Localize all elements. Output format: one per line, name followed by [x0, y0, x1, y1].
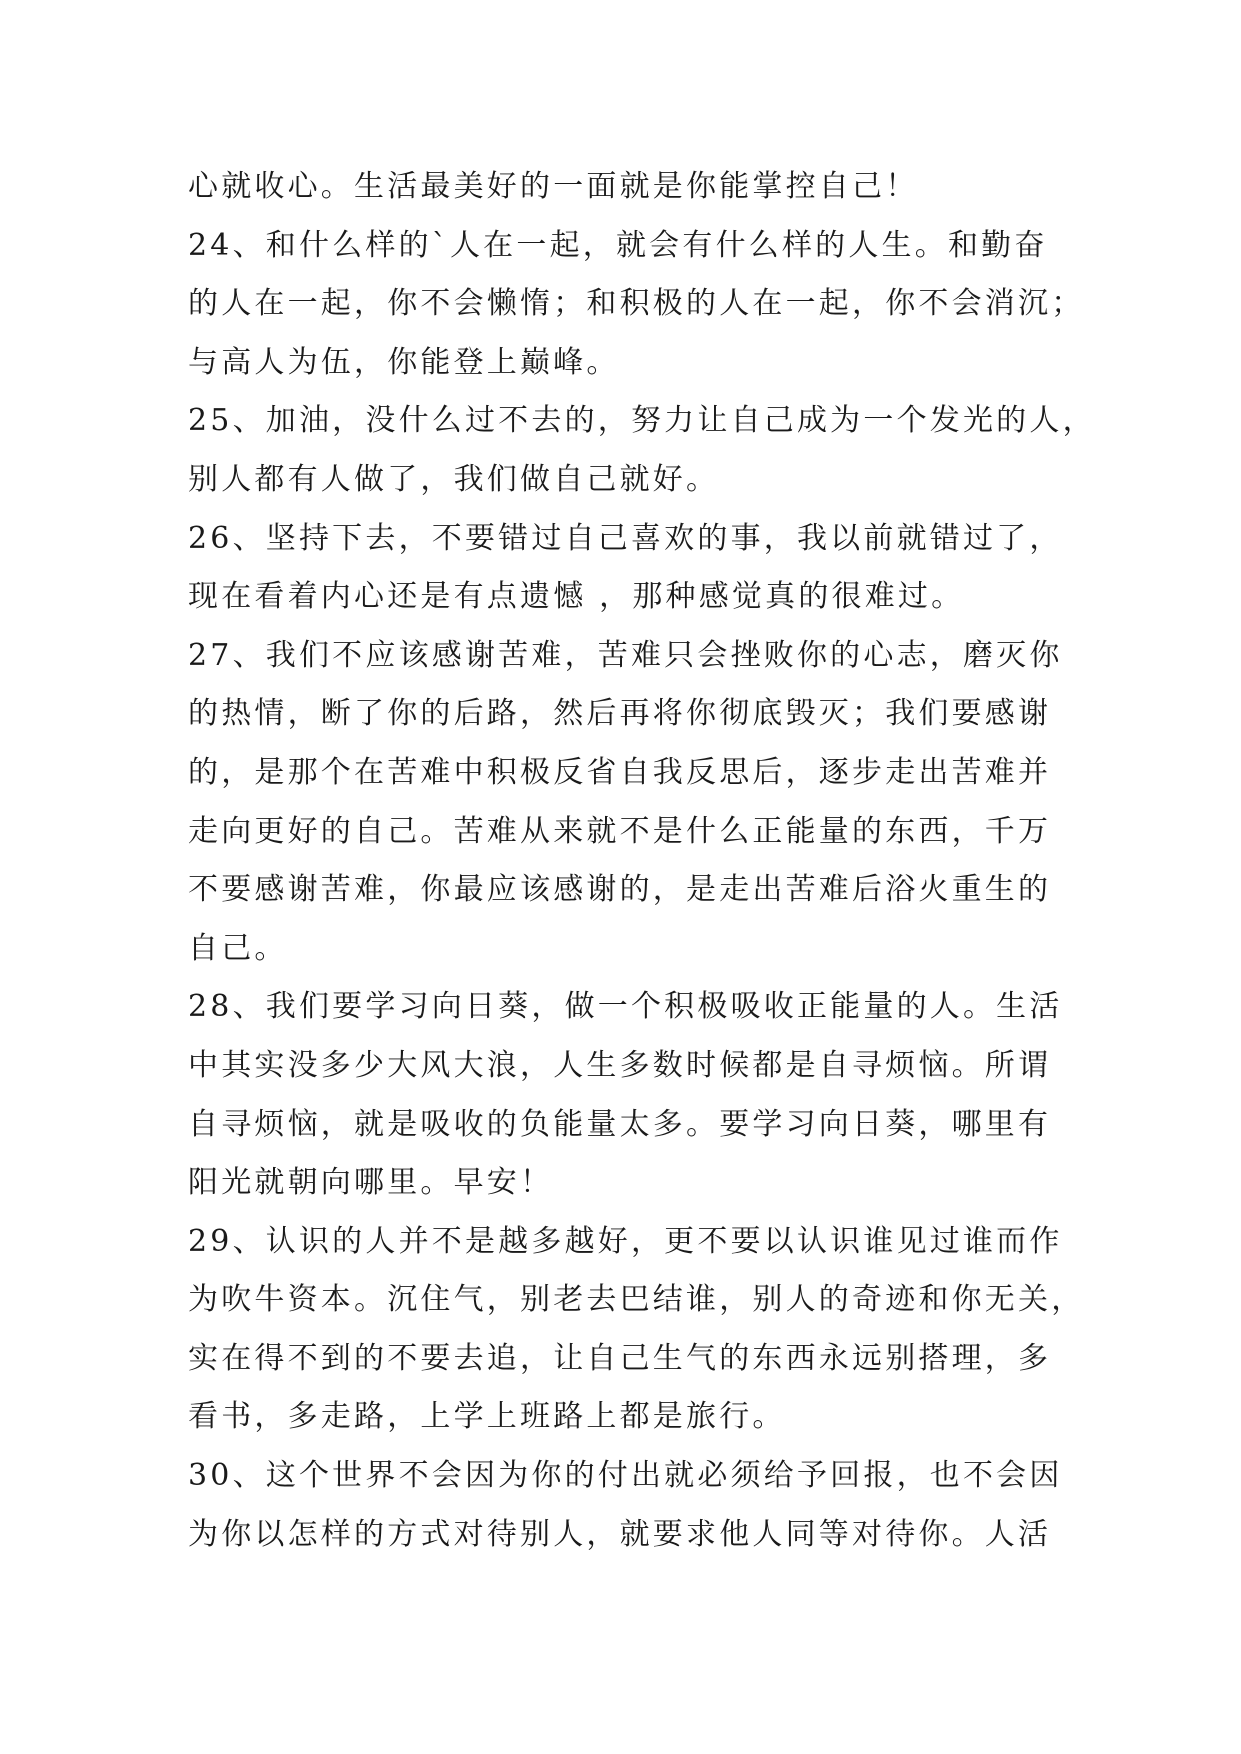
text-line: 阳光就朝向哪里。早安！	[188, 1165, 554, 1201]
text-line: 为你以怎样的方式对待别人，就要求他人同等对待你。人活	[188, 1516, 1052, 1552]
text-line: 为吹牛资本。沉住气，别老去巴结谁，别人的奇迹和你无关，	[188, 1282, 1085, 1318]
text-line: 的热情，断了你的后路，然后再将你彻底毁灭；我们要感谢	[188, 696, 1052, 732]
text-line: 实在得不到的不要去追，让自己生气的东西永远别搭理，多	[188, 1340, 1052, 1376]
text-line: 25、加油，没什么过不去的，努力让自己成为一个发光的人，	[188, 403, 1096, 439]
text-line: 24、和什么样的`人在一起，就会有什么样的人生。和勤奋	[188, 227, 1048, 263]
text-line: 看书，多走路，上学上班路上都是旅行。	[188, 1399, 786, 1435]
text-line: 26、坚持下去，不要错过自己喜欢的事，我以前就错过了，	[188, 520, 1063, 556]
text-line: 别人都有人做了，我们做自己就好。	[188, 461, 720, 497]
text-line: 中其实没多少大风大浪，人生多数时候都是自寻烦恼。所谓	[188, 1047, 1052, 1083]
text-line: 的人在一起，你不会懒惰；和积极的人在一起，你不会消沉；	[188, 286, 1085, 322]
text-line: 心就收心。生活最美好的一面就是你能掌控自己！	[188, 169, 919, 204]
text-line: 28、我们要学习向日葵，做一个积极吸收正能量的人。生活	[188, 989, 1063, 1025]
text-line: 不要感谢苦难，你最应该感谢的，是走出苦难后浴火重生的	[188, 872, 1052, 908]
text-line: 27、我们不应该感谢苦难，苦难只会挫败你的心志，磨灭你	[188, 637, 1063, 673]
text-line: 与高人为伍，你能登上巅峰。	[188, 344, 620, 380]
text-line: 走向更好的自己。苦难从来就不是什么正能量的东西，千万	[188, 813, 1052, 849]
text-line: 29、认识的人并不是越多越好，更不要以认识谁见过谁而作	[188, 1223, 1063, 1259]
text-line: 自寻烦恼，就是吸收的负能量太多。要学习向日葵，哪里有	[188, 1106, 1052, 1142]
text-line: 现在看着内心还是有点遗憾 ，那种感觉真的很难过。	[188, 579, 965, 615]
document-body	[188, 158, 1096, 1564]
text-line: 自己。	[188, 930, 288, 966]
text-line: 的，是那个在苦难中积极反省自我反思后，逐步走出苦难并	[188, 754, 1052, 790]
text-line: 30、这个世界不会因为你的付出就必须给予回报，也不会因	[188, 1458, 1063, 1494]
